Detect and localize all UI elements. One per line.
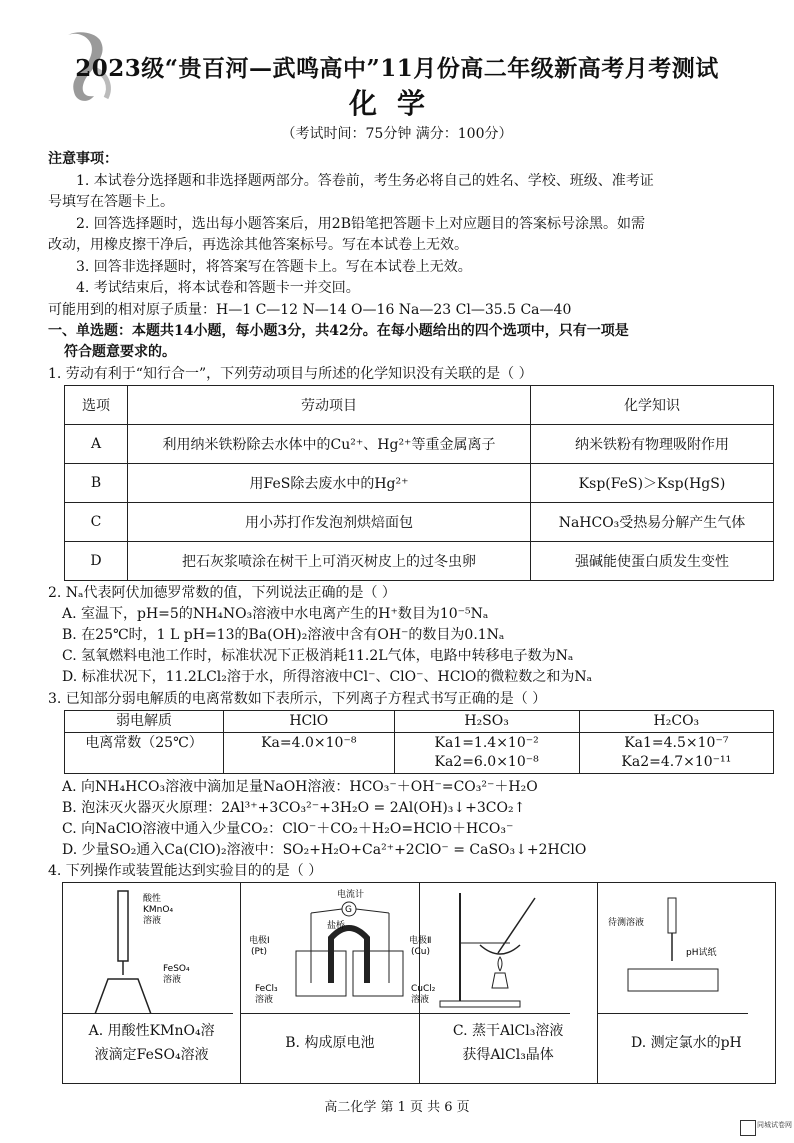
- ka-value: Ka1=4.5×10⁻⁷: [624, 735, 729, 751]
- label-cucl2: CuCl₂: [411, 984, 436, 994]
- q3-option-d: D. 少量SO₂通入Ca(ClO)₂溶液中：SO₂+H₂O+Ca²⁺+2ClO⁻ = CaSO₃↓+2HClO: [62, 842, 587, 858]
- q1-stem: 1. 劳动有利于“知行合一”，下列劳动项目与所述的化学知识没有关联的是（ ）: [48, 366, 533, 382]
- page-footer: 高二化学 第 1 页 共 6 页: [324, 1100, 470, 1115]
- q2-stem: 2. Nₐ代表阿伏加德罗常数的值，下列说法正确的是（ ）: [48, 585, 396, 601]
- table-row: [65, 733, 774, 774]
- titration-apparatus-icon: [63, 883, 233, 1014]
- q4-figure-grid: [62, 882, 776, 1084]
- ka-value: Ka2=4.7×10⁻¹¹: [621, 754, 732, 770]
- table-cell: NaHCO₃受热易分解产生气体: [531, 503, 774, 542]
- note-line: 改动，用橡皮擦干净后，再选涂其他答案标号。写在本试卷上无效。: [48, 237, 468, 253]
- table-cell: 纳米铁粉有物理吸附作用: [531, 425, 774, 464]
- table-cell: 利用纳米铁粉除去水体中的Cu²⁺、Hg²⁺等重金属离子: [128, 425, 531, 464]
- table-cell: 强碱能使蛋白质发生变性: [531, 542, 774, 581]
- caption-line: C. 蒸干AlCl₃溶液: [452, 1023, 564, 1039]
- evaporation-apparatus-icon: [420, 883, 570, 1014]
- table-cell: 用小苏打作发泡剂烘焙面包: [128, 503, 531, 542]
- note-line: 号填写在答题卡上。: [48, 194, 174, 210]
- label-electrode2-metal: (Cu): [411, 947, 431, 957]
- q2-option-c: C. 氢氧燃料电池工作时，标准状况下正极消耗11.2L气体，电路中转移电子数为Nₐ: [62, 648, 574, 664]
- q4-option-b: [241, 883, 436, 1083]
- label-fecl3: FeCl₃: [255, 984, 278, 994]
- atomic-masses: 可能用到的相对原子质量：H—1 C—12 N—14 O—16 Na—23 Cl—35.5 Ca—40: [48, 302, 572, 318]
- caption-line: D. 测定氯水的pH: [630, 1035, 742, 1051]
- note-line: 4. 考试结束后，将本试卷和答题卡一并交回。: [76, 280, 360, 296]
- ka-value: Ka1=1.4×10⁻²: [434, 735, 539, 751]
- section-heading-cont: 符合题意要求的。: [64, 344, 176, 360]
- q3-table: [64, 710, 774, 774]
- q3-option-c: C. 向NaClO溶液中通入少量CO₂：ClO⁻＋CO₂＋H₂O=HClO＋HCO₃⁻: [62, 821, 514, 837]
- table-cell: D: [65, 542, 128, 581]
- header-cell: H₂SO₃: [394, 711, 579, 733]
- table-cell: Ka=4.0×10⁻⁸: [224, 733, 395, 774]
- q1-table: [64, 385, 774, 581]
- section-heading: 一、单选题：本题共14小题，每小题3分，共42分。在每小题给出的四个选项中，只有一项是: [48, 323, 629, 339]
- table-cell: A: [65, 425, 128, 464]
- header-cell: 弱电解质: [65, 711, 224, 733]
- label-ph-paper: pH试纸: [685, 948, 717, 958]
- exam-meta: （考试时间：75分钟 满分：100分）: [281, 126, 513, 142]
- label-cucl2-sol: 溶液: [411, 995, 430, 1005]
- table-cell: 用FeS除去废水中的Hg²⁺: [128, 464, 531, 503]
- table-cell: Ksp(FeS)＞Ksp(HgS): [531, 464, 774, 503]
- qr-label: 同城试卷网: [757, 1121, 792, 1129]
- q4-stem: 4. 下列操作或装置能达到实验目的的是（ ）: [48, 863, 323, 879]
- header-cell: 选项: [65, 386, 128, 425]
- ph-test-icon: [598, 883, 748, 1014]
- q2-option-a: A. 室温下，pH=5的NH₄NO₃溶液中水电离产生的H⁺数目为10⁻⁵Nₐ: [62, 606, 489, 622]
- note-line: 1. 本试卷分选择题和非选择题两部分。答卷前，考生务必将自己的姓名、学校、班级、准考证: [76, 173, 654, 189]
- caption-line: 液滴定FeSO₄溶液: [94, 1047, 209, 1063]
- header-cell: 劳动项目: [128, 386, 531, 425]
- q3-option-a: A. 向NH₄HCO₃溶液中滴加足量NaOH溶液：HCO₃⁻＋OH⁻=CO₃²⁻＋H₂O: [62, 779, 538, 795]
- table-header-row: [65, 711, 774, 733]
- table-cell: [394, 733, 579, 774]
- table-row: [65, 503, 774, 542]
- table-row: [65, 464, 774, 503]
- subject-title: 化学: [348, 87, 445, 120]
- label-kmno4-acid: 酸性: [143, 894, 162, 904]
- note-line: 2. 回答选择题时，选出每小题答案后，用2B铅笔把答题卡上对应题目的答案标号涂黑。如需: [76, 216, 646, 232]
- table-cell: [579, 733, 773, 774]
- table-cell: 把石灰浆喷涂在树干上可消灭树皮上的过冬虫卵: [128, 542, 531, 581]
- table-cell: C: [65, 503, 128, 542]
- label-electrode1-metal: (Pt): [251, 947, 268, 957]
- caption-line: B. 构成原电池: [285, 1035, 375, 1051]
- label-meter: 电流计: [337, 890, 365, 900]
- caption-line: 获得AlCl₃晶体: [462, 1047, 554, 1063]
- label-g: G: [345, 905, 353, 915]
- q2-option-b: B. 在25℃时，1 L pH=13的Ba(OH)₂溶液中含有OH⁻的数目为0.1Nₐ: [62, 627, 505, 643]
- q4-option-c: [420, 883, 598, 1083]
- label-bridge: 盐桥: [327, 921, 346, 931]
- ka-value: Ka2=6.0×10⁻⁸: [434, 754, 539, 770]
- q4-option-a: [63, 883, 241, 1083]
- label-feso4-sol: 溶液: [163, 975, 182, 985]
- row-label: 电离常数（25℃）: [65, 733, 224, 774]
- label-electrode2: 电极Ⅱ: [409, 936, 432, 946]
- label-test-solution: 待测溶液: [607, 918, 644, 928]
- label-electrode1: 电极Ⅰ: [249, 936, 270, 946]
- qr-code-icon: [740, 1120, 756, 1136]
- q4-option-d: [598, 883, 775, 1083]
- label-kmno4-sol: 溶液: [143, 916, 162, 926]
- label-feso4: FeSO₄: [163, 964, 190, 974]
- q2-option-d: D. 标准状况下，11.2LCl₂溶于水，所得溶液中Cl⁻、ClO⁻、HClO的微粒数之和为Nₐ: [62, 669, 593, 685]
- note-line: 3. 回答非选择题时，将答案写在答题卡上。写在本试卷上无效。: [76, 259, 472, 275]
- q3-option-b: B. 泡沫灭火器灭火原理：2Al³⁺+3CO₃²⁻+3H₂O = 2Al(OH)₃↓+3CO₂↑: [62, 800, 526, 816]
- table-row: [65, 542, 774, 581]
- q3-stem: 3. 已知部分弱电解质的电离常数如下表所示，下列离子方程式书写正确的是（ ）: [48, 691, 547, 707]
- table-cell: B: [65, 464, 128, 503]
- table-header-row: [65, 386, 774, 425]
- exam-title: 2023级“贵百河—武鸣高中”11月份高二年级新高考月考测试: [75, 55, 719, 82]
- notes-heading: 注意事项：: [48, 151, 118, 167]
- caption-line: A. 用酸性KMnO₄溶: [88, 1023, 215, 1039]
- header-cell: HClO: [224, 711, 395, 733]
- label-kmno4: KMnO₄: [143, 905, 174, 915]
- label-fecl3-sol: 溶液: [255, 995, 274, 1005]
- header-cell: H₂CO₃: [579, 711, 773, 733]
- table-row: [65, 425, 774, 464]
- header-cell: 化学知识: [531, 386, 774, 425]
